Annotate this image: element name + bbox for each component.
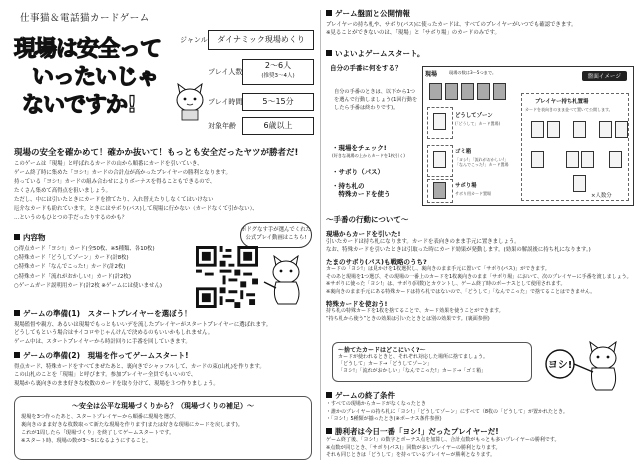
prep-section-2 [14,350,314,388]
right-column [326,8,632,460]
step3-body [326,308,632,324]
section-marker-icon [326,50,332,56]
body-line: ゲーム中は、スタートプレイヤーから時計回りに手番を回していきます。 [14,338,191,345]
turn-description: 自分の手番のときは、以下から1つを選んで行動しましょう(1回行動をしたら手番は終わりです)。 [334,89,418,112]
intro-line: このゲームは「現場」と呼ばれるカードの山から順番にカードを引いていき、 [14,161,203,167]
body-line: 現場を3つ作ったあと、スタートプレイヤーから順番に現場を選び、 [21,414,180,420]
end-section [326,390,632,424]
action-label: ・現場をチェック! [332,144,387,152]
winner-heading [326,426,632,437]
body-line: “持ち札から使う”ときの効果は引いたときとは別の効果です。(裏面参照) [326,315,490,322]
player-card [615,121,628,138]
title-line-2: いったいじゃ [32,65,159,90]
steps-heading: 〜手番の行動について〜 [326,215,409,224]
body-line: ※スタート時、現場の数が3〜5になるようにすること。 [21,438,152,444]
dozone-card [433,113,446,130]
turn-heading [326,48,424,59]
list-item: ○得点カード「ヨシ!」カード(全50枚、※5種類、各10枚) [14,246,155,252]
diagram-title-note: 現場の数は3〜5つまで。 [449,70,497,75]
intro-line: ただし、中には引いたときにカードを捨てたり、入れ替えたりしなくてはいけない [14,197,214,203]
genre-value: ダイナミック現場めくり [208,30,314,50]
note-body [21,413,305,445]
age-value: 6歳以上 [242,117,314,135]
step2-title: たまのサボり(パス)も戦略のうち? [326,257,427,266]
lead-text: 現場の安全を確かめて！確かか抜いて！もっとも安全だったヤツが勝者だ! [14,148,299,158]
title-line-3: ないですか! [22,93,137,118]
yoshi-cat-icon [538,334,630,392]
player-card [599,121,612,138]
diagram-title: 現場 [425,71,438,78]
winner-section [326,426,632,460]
field-deck-card [461,83,474,100]
diagram-badge: 盤面イメージ [582,71,627,81]
end-heading [326,390,632,401]
steps-section [326,214,632,324]
list-item: ○特殊カード「なんでこった!」カード(計2枚) [14,264,126,271]
video-promo [196,222,314,308]
setup-note-box [14,396,312,460]
body-line: ※見ることができないのは、「現場」と「サボり場」のカードのみです。 [326,30,500,37]
prep2-body [14,363,314,388]
player-area-label: プレイヤー持ち札置場 [535,99,589,105]
genre-label: ジャンル [180,36,208,44]
step2-body [326,266,632,297]
players-note: (推奨3〜4人) [261,73,295,79]
step1-title: 現場からカードを引いた! [326,230,401,238]
game-specs [180,30,316,138]
body-line: 引いたカードは持ち札になります。カードを表向きのまま手元に置きましょう。 [326,239,520,245]
prep1-heading [14,308,314,319]
prep1-body [14,321,314,346]
winner-heading-text: 勝利者は今日一番「ヨシ!」だったプレイヤーだ! [335,427,499,436]
section-marker-icon [14,352,20,358]
body-line: それも同じときは「どうして」を持っているプレイヤーが勝利となります。 [326,452,496,459]
trash-note: 「ヨシ!」「流れがおかしい!」「なんでこった!」カード置場 [455,157,509,167]
end-body [326,401,632,424]
body-line: これが1周したら「現場づくり」を終了してゲームスタートです。 [21,430,175,436]
player-card [531,121,544,138]
field-deck-card [429,83,442,100]
action-pass: ・サボり（パス） [332,168,384,176]
body-line: ・「ヨシ!」5種類が揃ったとき(※ボーナス条件参照) [326,416,442,423]
board-diagram [422,66,634,206]
body-line: ・誰かのプレイヤーの持ち札に「ヨシ!」「どうしてゾーン」にすべて（8枚の「どうして」が置かれたとき。 [326,408,568,415]
body-line: 得点カード、特殊カードをすべてまぜたあと、裏向きでシャッフルして、カードの束(山札)を作ります。 [14,364,265,370]
section-marker-icon [14,234,20,240]
step1-body [326,238,632,255]
note-title: 〜安全は公平な現場づくりから？（現場づくりの補足）〜 [72,402,254,410]
field-deck-card [493,83,506,100]
players-label: プレイ人数 [208,68,243,76]
body-line: カードの「ヨシ!」は見かけを1枚選択し、裏向きのまま手元に置いて「サボり(パス)」ができます。 [326,265,550,272]
player-count-note: ×人数分 [591,193,612,199]
field-deck-card [477,83,490,100]
sabori-card [433,182,446,199]
left-column [8,8,316,460]
section-marker-icon [326,392,332,398]
cat-mascot-icon [172,82,208,122]
body-line: プレイヤーの持ち札や、サボり(パス)に使ったカードは、すべてのプレイヤーがいつでも確認できます。 [326,22,577,28]
body-line: ・すべての現場からカードがなくなったとき [326,401,426,407]
qr-code-icon[interactable] [196,246,258,308]
list-item: ○ゲームガード説明用カード(計2枚 ※ゲームには使いません) [14,282,162,289]
game-title-logo [14,36,179,140]
contents-section [14,232,194,291]
body-line: ゲーム終了後、「ヨシ!」の数字とボーナス点を加算し、合計点数がもっとも多いプレイヤーの勝利です。 [326,437,560,443]
cat-pointing-icon [262,252,312,306]
body-line: ※裏向きのまま手元にある特殊カードは持ち札ではないので、「どうして」「なんでこった」で捨てることはできません。 [326,289,596,296]
body-line: どうしてもという場合はサイコロやじゃんけんで決めるのもいいかもしれません。 [14,330,214,337]
dozone-label: どうしてゾーン [455,113,493,119]
body-line: カードが使われるときと、それぞれ対応した場所に捨てましょう。 [338,354,489,360]
player-card [531,151,544,168]
body-line: 持ち札の特殊カードを1枚を捨てることで、カード効果を使うことができます。 [326,308,504,314]
prep1-heading-text: ゲームの準備(1) スタートプレイヤーを選ぼう！ [23,309,192,318]
player-card [547,121,560,138]
body-line: そのあと現場を1つ選び、その現場の一番上のカードを1枚裏向きのまま「サボり場」において、次のプレイヤーに手番を渡しましょう。 [326,273,632,280]
intro-line: 持っている「ヨシ!」カードの組み合わせによりボーナスを得ることもできるので、 [14,179,216,185]
intro-line: …というのもひとつの手だったりするのかも？ [14,215,128,221]
body-line: 「どうして」カード→「どうしてゾーン」 [338,361,433,368]
yoshi-sign-text: ヨシ! [547,360,573,371]
intro-line: たくさん集めて高得点を狙いましょう。 [14,188,112,194]
trash-card [433,151,446,168]
player-card [581,151,594,168]
list-item: ○特殊カード「どうしてゾーン」カード(計8枚) [14,255,129,262]
game-subtitle: 仕事猫＆電話猫カードゲーム [20,13,150,24]
contents-heading [14,232,194,243]
discard-flow-box [332,342,532,382]
body-line: ※点数が同じとき、「サボり(パス)」回数が多いプレイヤーの勝利となります。 [326,444,501,451]
winner-body [326,437,632,460]
flow-body [338,354,526,376]
turn-question: 自分の手番に何をする？ [330,64,402,72]
body-line: なお、特殊カードを引いたときは引取った時にカード効果が発動します。(効果の解説後に持ち札になります。) [326,247,591,254]
board-heading-text: ゲーム盤面と公開情報 [335,9,410,18]
action-label: 特殊カードを使う [332,190,391,198]
step3-title: 特殊カードを使おう! [326,300,388,308]
section-marker-icon [326,428,332,434]
players-count: 2〜6人 [264,61,292,70]
body-line: 現場監督や親方、あるいは現場でもっともいいデを流したプレイヤーがスタートプレイヤーに選ばれます。 [14,322,272,328]
list-item: ○特殊カード「流れがおかしい!」カード(計2枚) [14,273,131,280]
time-value: 5〜15分 [242,93,314,111]
player-card [573,175,586,192]
body-line: 裏向きのまま好きな枚数取って新たな現場を作ります(または好きな現場にカードを戻します)。 [21,422,243,428]
player-card [573,121,586,138]
body-line: ※サボりに使った「ヨシ!」は、サボり(回数)とカウントし、ゲーム終了時のボーナスとして使用されます。 [326,281,566,288]
column-divider [320,10,321,460]
body-line: この山札のことを「現場」と呼びます。参加プレイヤー全員でもいいので、 [14,372,197,379]
dozone-note: (「どうして」カード置場) [455,121,501,126]
trash-label: ゴミ箱 [455,149,472,155]
board-heading [326,8,632,19]
time-label: プレイ時間 [208,98,243,106]
section-marker-icon [326,10,332,16]
age-label: 対象年齢 [208,122,236,130]
action-sub: (好きな現場の上からカードを1枚引く) [332,153,405,158]
sabori-note: サボり用カード置場 [455,191,491,196]
intro-line: 厄介なカードも紛れています。ときにはサボり(パス)して現場に行かない（カードなくて引かない）、 [14,206,258,212]
action-label: ・持ち札の [332,182,365,190]
contents-list [14,245,194,291]
board-body [326,21,632,38]
body-line: 「ヨシ!」「流れがおかしい」「なんでこった!」カード→「ゴミ箱」 [338,368,487,375]
players-value [242,59,314,85]
body-line: 現場から裏向きのまま好きな枚数のカードを取り分けて、現場を３つ作りましょう。 [14,380,219,387]
turn-heading-text: いよいよゲームスタート。 [335,49,425,58]
title-line-1: 現場は安全って [14,37,162,62]
prep2-heading-text: ゲームの準備(2) 現場を作ってゲームスタート! [23,351,189,360]
speech-bubble: ポドグなす手が選んでくれた公式プレイ動画はこちら! [240,222,312,248]
action-special [332,182,391,198]
board-section [326,8,632,38]
player-area-note: カードを表向きのまま並べて置いて公開します。 [525,107,613,112]
flow-title: 〜捨てたカードはどこにいく?〜 [338,347,426,354]
end-heading-text: ゲームの終了条件 [335,391,395,400]
player-card [609,151,622,168]
sabori-label: サボり場 [455,183,477,189]
prep2-heading [14,350,314,361]
intro-line: ゲーム終了時に集めた「ヨシ!」カードの合計点が高かったプレイヤーの勝利となります。 [14,170,231,176]
prep-section-1 [14,308,314,346]
contents-heading-text: 内容物 [23,233,46,242]
section-marker-icon [14,310,20,316]
intro-text [14,160,314,223]
player-card [566,151,579,168]
field-deck-card [445,83,458,100]
action-check [332,144,405,160]
